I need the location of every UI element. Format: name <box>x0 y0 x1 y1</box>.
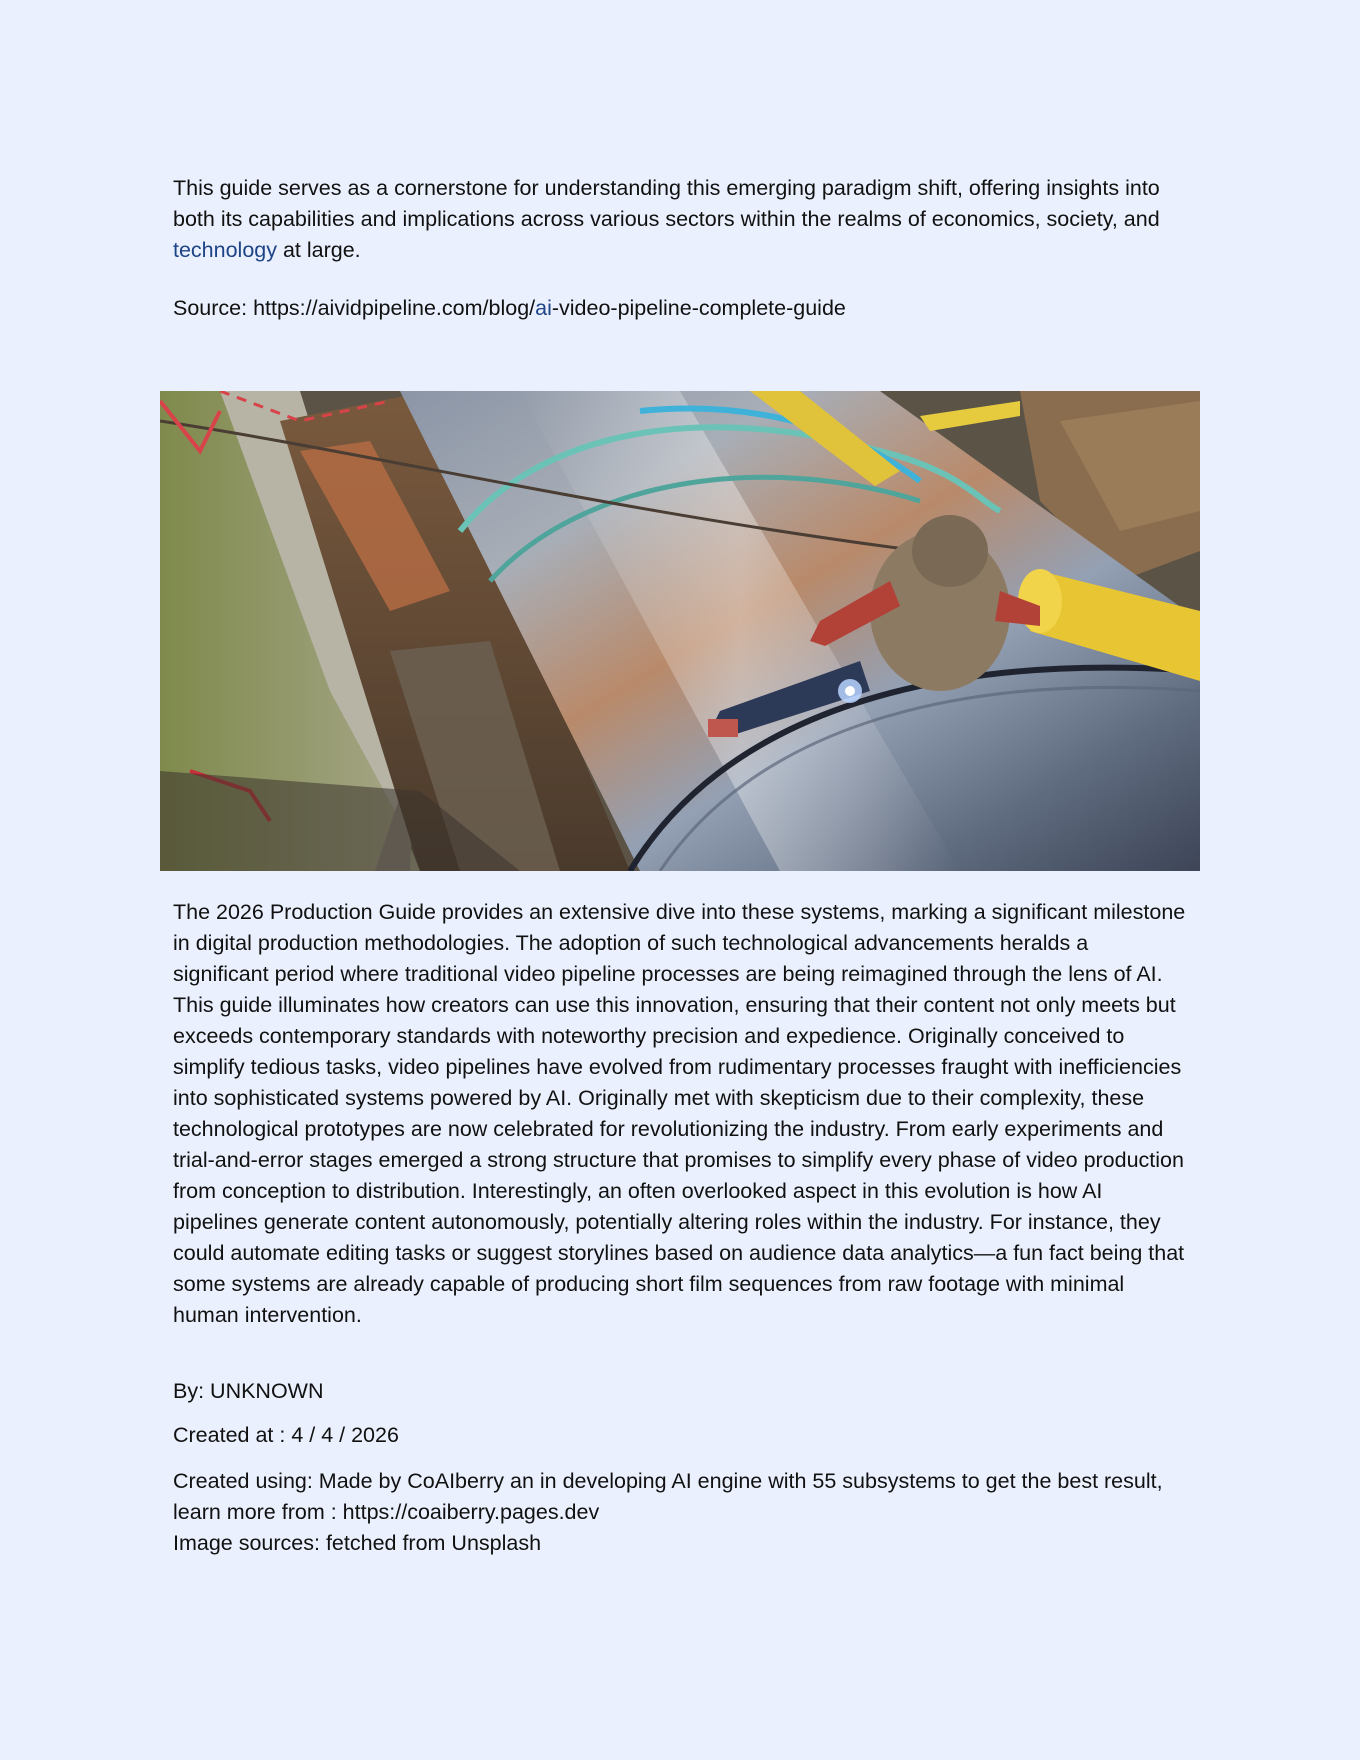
intro-paragraph <box>173 173 1188 266</box>
intro-text-end: at large. <box>277 238 361 262</box>
intro-text-start: This guide serves as a cornerstone for understanding this emerging paradigm shift, offering insights into both its capabilities and implications across various sectors within the realms of economics, society, and <box>173 176 1160 231</box>
ai-link[interactable]: ai <box>535 296 552 320</box>
body-paragraph: The 2026 Production Guide provides an extensive dive into these systems, marking a significant milestone in digital production methodologies. The adoption of such technological advancements heralds a significant period where traditional video pipeline processes are being reimagined through the lens of AI. This guide illuminates how creators can use this innovation, ensuring that their content not only meets but exceeds contemporary standards with noteworthy precision and expedience. Originally conceived to simplify tedious tasks, video pipelines have evolved from rudimentary processes fraught with inefficiencies into sophisticated systems powered by AI. Originally met with skepticism due to their complexity, these technological prototypes are now celebrated for revolutionizing the industry. From early experiments and trial-and-error stages emerged a strong structure that promises to simplify every phase of video production from conception to distribution. Interestingly, an often overlooked aspect in this evolution is how AI pipelines generate content autonomously, potentially altering roles within the industry. For instance, they could automate editing tasks or suggest storylines based on audience data analytics—a fun fact being that some systems are already capable of producing short film sequences from raw footage with minimal human intervention. <box>173 900 1186 1327</box>
technology-link[interactable]: technology <box>173 238 277 262</box>
image-sources: Image sources: fetched from Unsplash <box>173 1531 542 1555</box>
credits-block <box>173 1466 1188 1559</box>
pipeline-welder-photo-icon <box>160 391 1200 871</box>
source-line <box>173 293 1188 324</box>
byline: By: UNKNOWN <box>173 1379 324 1403</box>
hero-image <box>160 391 1200 871</box>
source-suffix: -video-pipeline-complete-guide <box>551 296 846 320</box>
source-prefix: Source: https://aividpipeline.com/blog/ <box>173 296 536 320</box>
created-using: Created using: Made by CoAIberry an in developing AI engine with 55 subsystems to get the best result, learn more from : https://coaiberry.pages.dev <box>173 1469 1163 1524</box>
created-at: Created at : 4 / 4 / 2026 <box>173 1423 399 1447</box>
